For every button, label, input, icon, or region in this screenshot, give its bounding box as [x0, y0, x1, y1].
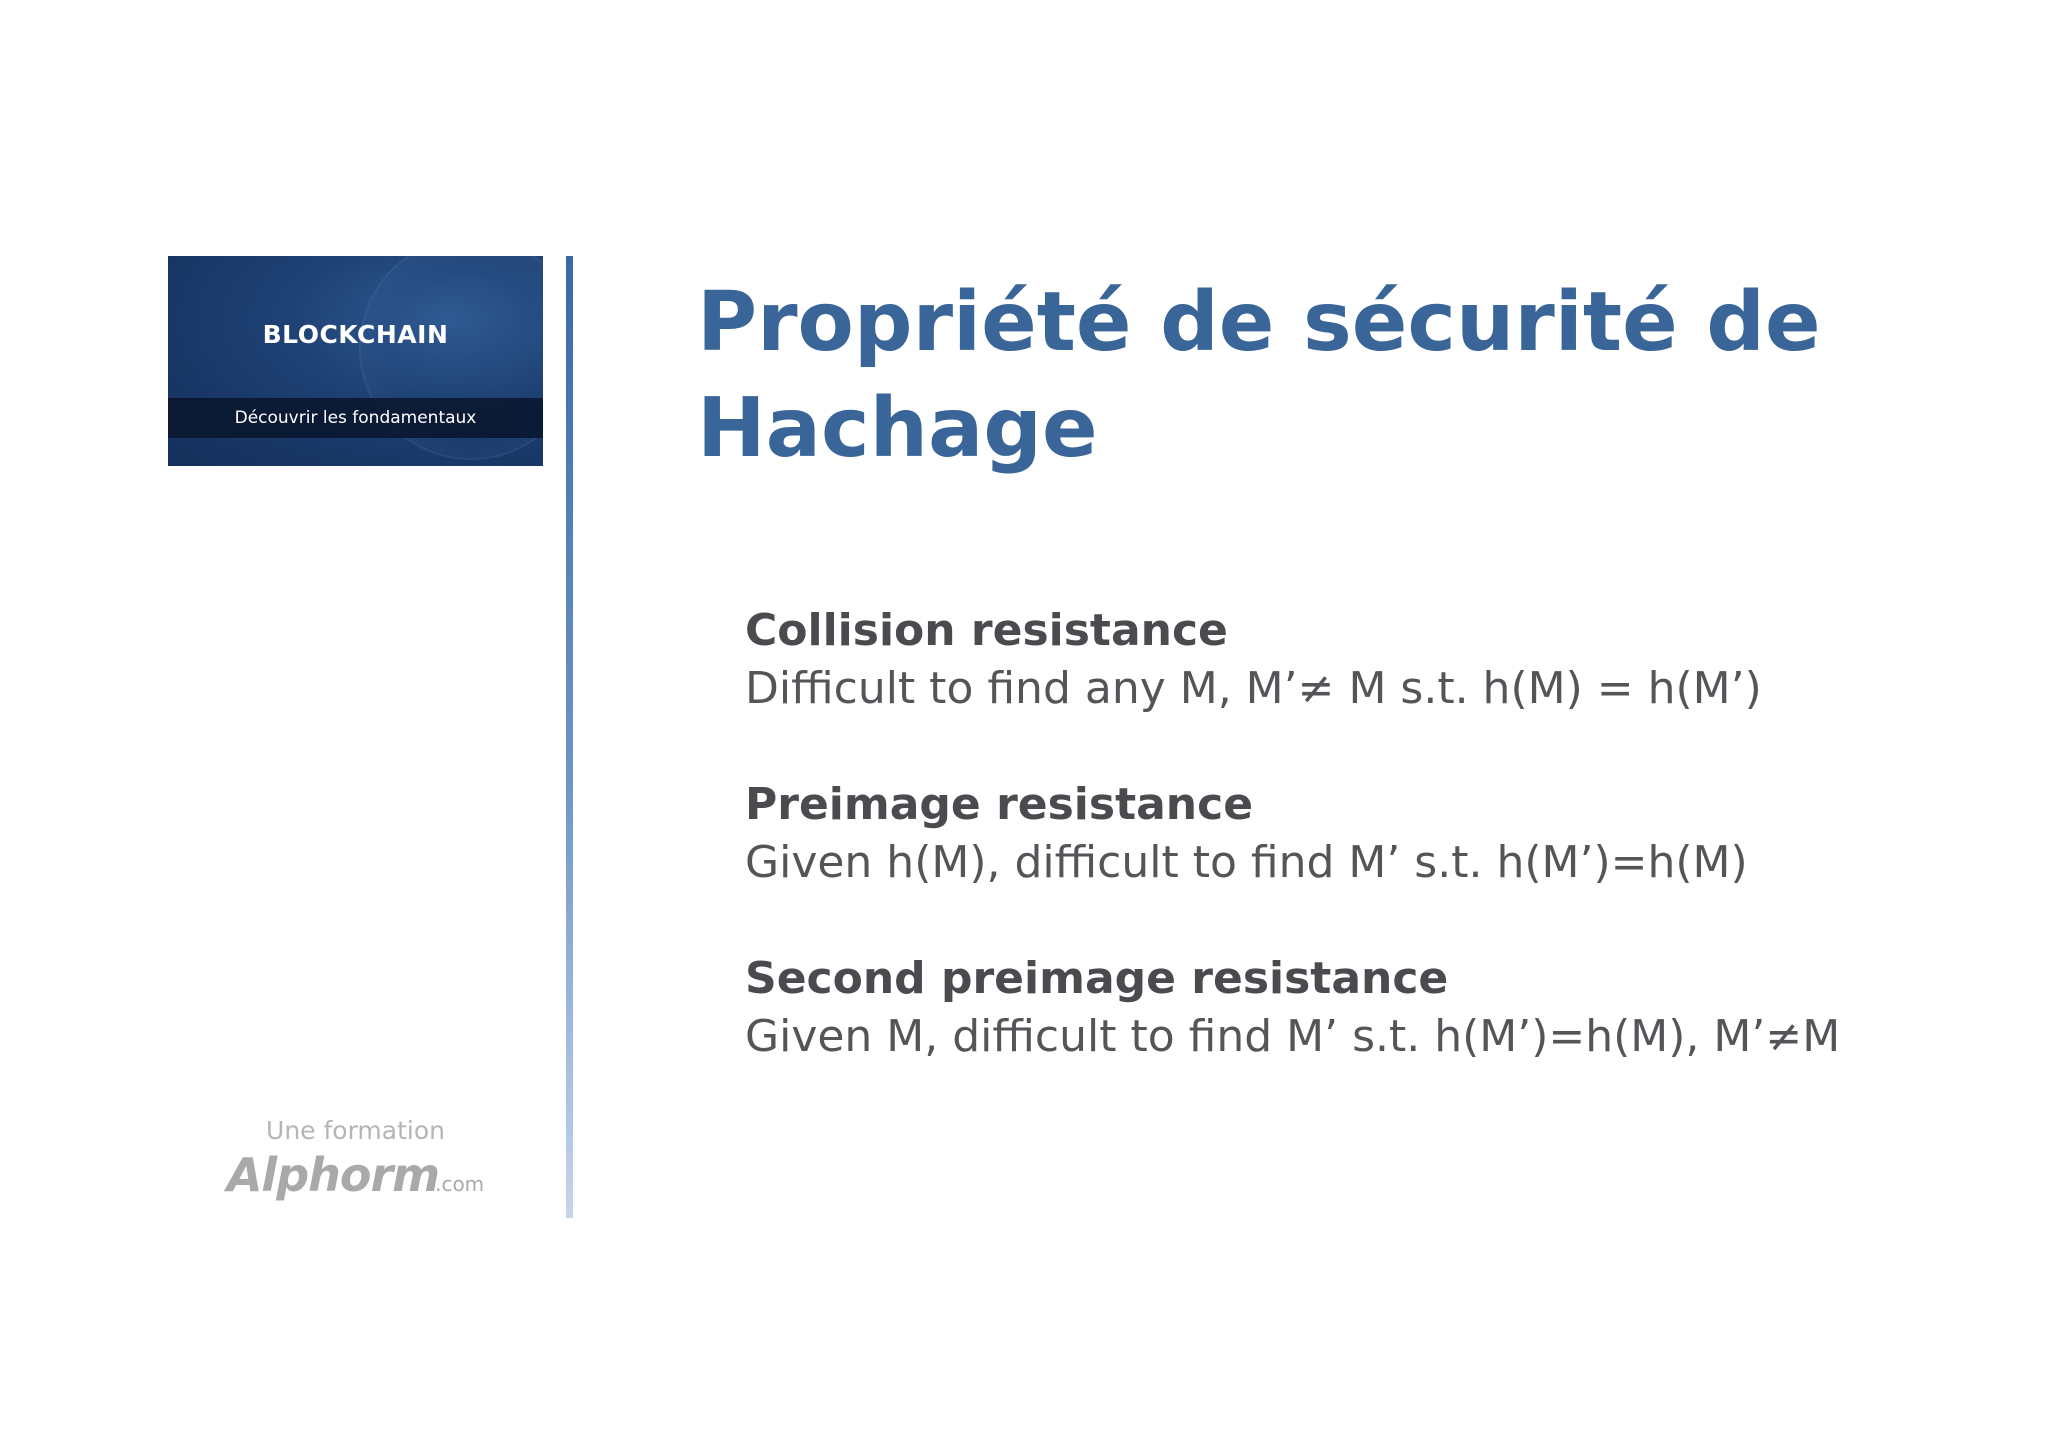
- property-description: Given M, difficult to find M’ s.t. h(M’)=h(M), M’≠M: [745, 1011, 1841, 1062]
- property-name: Second preimage resistance: [745, 953, 1449, 1004]
- property-item-collision: [745, 602, 1995, 718]
- alphorm-logo-text: Alphorm: [226, 1148, 440, 1202]
- brand-caption: Une formation: [266, 1116, 445, 1145]
- slide-title: [697, 270, 1947, 482]
- property-name: Collision resistance: [745, 605, 1228, 656]
- thumbnail-title: BLOCKCHAIN: [262, 320, 449, 349]
- course-thumbnail: [168, 256, 543, 466]
- thumbnail-subtitle-band: [168, 398, 543, 438]
- property-description: Given h(M), difficult to find M’ s.t. h(M’)=h(M): [745, 837, 1748, 888]
- vertical-divider: [566, 256, 573, 1218]
- alphorm-logo: [168, 1148, 543, 1202]
- slide-title-line-1: Propriété de sécurité de: [697, 275, 1821, 370]
- thumbnail-subtitle: Découvrir les fondamentaux: [234, 408, 477, 428]
- property-item-preimage: [745, 776, 1995, 892]
- alphorm-logo-suffix: .com: [435, 1172, 485, 1196]
- property-item-second-preimage: [745, 950, 1995, 1066]
- property-list: [745, 602, 1995, 1124]
- property-name: Preimage resistance: [745, 779, 1254, 830]
- property-description: Difficult to find any M, M’≠ M s.t. h(M) = h(M’): [745, 663, 1762, 714]
- slide-title-line-2: Hachage: [697, 381, 1098, 476]
